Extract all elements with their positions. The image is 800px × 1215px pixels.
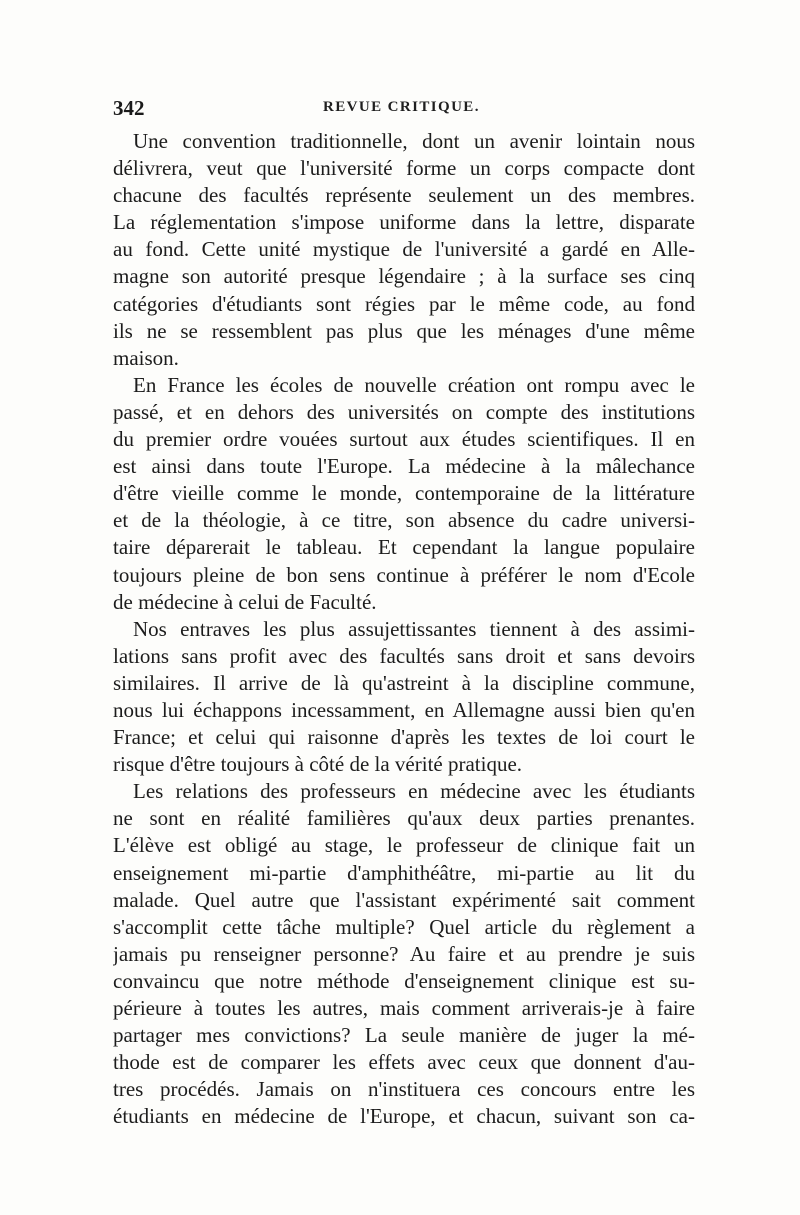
text-line: thode est de comparer les effets avec ceux que donnent d'au- (113, 1050, 695, 1075)
text-line: délivrera, veut que l'université forme un corps compacte dont (113, 156, 695, 181)
text-line: malade. Quel autre que l'assistant expérimenté sait comment (113, 887, 695, 912)
text-line: risque d'être toujours à côté de la vérité pratique. (113, 752, 523, 777)
paragraph (113, 372, 695, 616)
text-line: périeure à toutes les autres, mais comment arriverais-je à faire (113, 996, 695, 1020)
text-line: toujours pleine de bon sens continue à préférer le nom d'Ecole (113, 562, 695, 587)
text-line: de médecine à celui de Faculté. (113, 589, 377, 614)
text-line: En France les écoles de nouvelle création ont rompu avec le (133, 372, 695, 397)
text-line: partager mes convictions? La seule manière de juger la mé- (113, 1023, 695, 1048)
text-line: maison. (113, 345, 179, 370)
text-line: passé, et en dehors des universités on compte des institutions (113, 399, 695, 424)
text-line: France; et celui qui raisonne d'après les textes de loi court le (113, 725, 695, 750)
text-line: du premier ordre vouées surtout aux études scientifiques. Il en (113, 427, 695, 452)
text-line: Une convention traditionnelle, dont un avenir lointain nous (133, 129, 695, 153)
text-line: ils ne se ressemblent pas plus que les ménages d'une même (113, 318, 695, 343)
text-line: lations sans profit avec des facultés sans droit et sans devoirs (113, 643, 695, 668)
text-line: s'accomplit cette tâche multiple? Quel article du règlement a (113, 914, 695, 939)
page-body (113, 128, 695, 1130)
text-line: d'être vieille comme le monde, contemporaine de la littérature (113, 481, 695, 506)
text-line: L'élève est obligé au stage, le professeur de clinique fait un (113, 833, 695, 858)
paragraph (113, 778, 695, 1130)
text-line: au fond. Cette unité mystique de l'université a gardé en Alle- (113, 237, 695, 262)
text-line: magne son autorité presque légendaire ; à la surface ses cinq (113, 264, 695, 289)
text-line: Les relations des professeurs en médecine avec les étudiants (133, 779, 695, 804)
paragraph (113, 616, 695, 779)
text-line: ne sont en réalité familières qu'aux deux parties prenantes. (113, 806, 695, 831)
paragraph (113, 128, 695, 372)
text-line: convaincu que notre méthode d'enseignement clinique est su- (113, 968, 695, 993)
text-line: tres procédés. Jamais on n'instituera ces concours entre les (113, 1077, 695, 1102)
text-line: catégories d'étudiants sont régies par le même code, au fond (113, 291, 695, 316)
text-line: et de la théologie, à ce titre, son absence du cadre universi- (113, 508, 695, 533)
text-line: La réglementation s'impose uniforme dans la lettre, disparate (113, 210, 695, 235)
text-line: nous lui échappons incessamment, en Allemagne aussi bien qu'en (113, 697, 695, 722)
text-line: chacune des facultés représente seulement un des membres. (113, 183, 695, 208)
text-line: taire déparerait le tableau. Et cependant la langue populaire (113, 535, 695, 560)
text-line: Nos entraves les plus assujettissantes tiennent à des assimi- (133, 616, 695, 641)
text-line: est ainsi dans toute l'Europe. La médecine à la mâlechance (113, 454, 695, 479)
page-header (113, 96, 695, 126)
text-line: jamais pu renseigner personne? Au faire et au prendre je suis (113, 941, 695, 966)
running-head: REVUE CRITIQUE. (323, 99, 480, 115)
text-line: enseignement mi-partie d'amphithéâtre, mi-partie au lit du (113, 860, 695, 885)
text-line: similaires. Il arrive de là qu'astreint à la discipline commune, (113, 670, 695, 695)
text-line: étudiants en médecine de l'Europe, et chacun, suivant son ca- (113, 1104, 695, 1129)
page-number: 342 (113, 96, 145, 120)
